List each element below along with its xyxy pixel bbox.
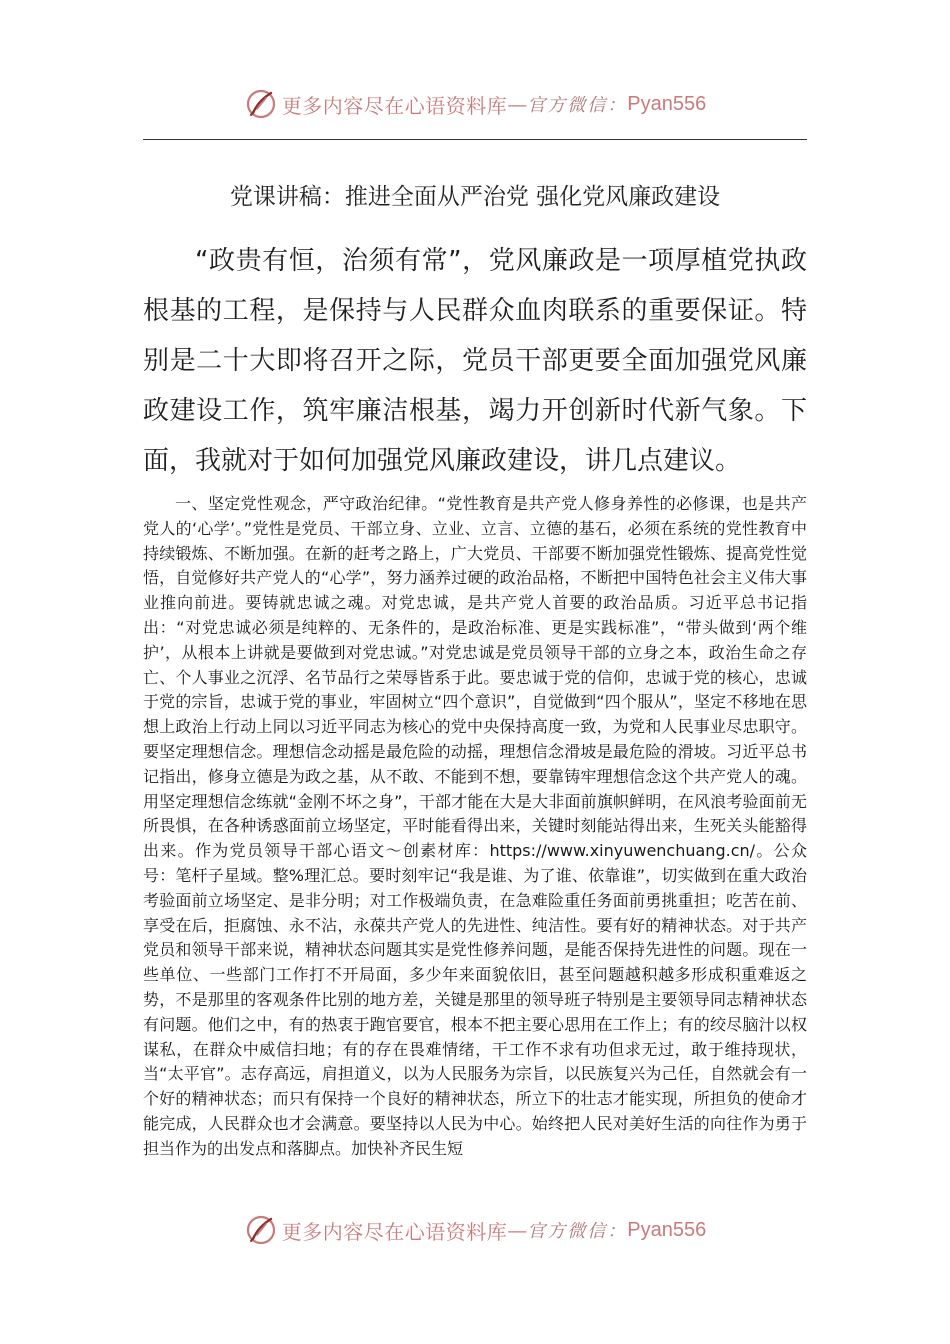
banner-wechat-id: Pyan556 [627,92,707,115]
banner-wechat-label: 官方微信： [527,1221,628,1242]
footer-banner [0,1210,950,1250]
header-banner [0,84,950,124]
body-paragraph: 一、坚定党性观念，严守政治纪律。“党性教育是共产党人修身养性的必修课，也是共产党人的‘心学’。”党性是党员、干部立身、立业、立言、立德的基石，必须在系统的党性教育中持续锻炼、不断加强。在新的赶考之路上，广大党员、干部要不断加强党性锻炼、提高党性觉悟，自觉修好共产党人的“心学”，努力涵养过硬的政治品格，不断把中国特色社会主义伟大事业推向前进。要铸就忠诚之魂。对党忠诚，是共产党人首要的政治品质。习近平总书记指出：“对党忠诚必须是纯粹的、无条件的，是政治标准、更是实践标准”，“带头做到‘两个维护’，从根本上讲就是要做到对党忠诚。”对党忠诚是党员领导干部的立身之本，政治生命之存亡、个人事业之沉浮、名节品行之荣辱皆系于此。要忠诚于党的信仰，忠诚于党的核心，忠诚于党的宗旨，忠诚于党的事业，牢固树立“四个意识”，自觉做到“四个服从”，坚定不移地在思想上政治上行动上同以习近平同志为核心的党中央保持高度一致，为党和人民事业尽忠职守。要坚定理想信念。理想信念动摇是最危险的动摇，理想信念滑坡是最危险的滑坡。习近平总书记指出，修身立德是为政之基，从不敢、不能到不想，要靠铸牢理想信念这个共产党人的魂。用坚定理想信念练就“金刚不坏之身”，干部才能在大是大非面前旗帜鲜明，在风浪考验面前无所畏惧，在各种诱惑面前立场坚定，平时能看得出来，关键时刻能站得出来，生死关头能豁得出来。作为党员领导干部心语文～创素材库：https://www.xinyuwenchuang.cn/。公众号：笔杆子星域。整%理汇总。要时刻牢记“我是谁、为了谁、依靠谁”，切实做到在重大政治考验面前立场坚定、是非分明；对工作极端负责，在急难险重任务面前勇挑重担；吃苦在前、享受在后，拒腐蚀、永不沾，永葆共产党人的先进性、纯洁性。要有好的精神状态。对于共产党员和领导干部来说，精神状态问题其实是党性修养问题，是能否保持先进性的问题。现在一些单位、一些部门工作打不开局面，多少年来面貌依旧，甚至问题越积越多形成积重难返之势，不是那里的客观条件比别的地方差，关键是那里的领导班子特别是主要领导同志精神状态有问题。他们之中，有的热衷于跑官要官，根本不把主要心思用在工作上；有的绞尽脑汁以权谋私，在群众中威信扫地；有的存在畏难情绪，干工作不求有功但求无过，敢于维持现状，当“太平官”。志存高远，肩担道义，以为人民服务为宗旨，以民族复兴为己任，自然就会有一个好的精神状态；而只有保持一个良好的精神状态，所立下的壮志才能实现，所担负的使命才能完成，人民群众也才会满意。要坚持以人民为中心。始终把人民对美好生活的向往作为勇于担当作为的出发点和落脚点。加快补齐民生短 [143,494,807,1158]
pen-logo-icon [244,87,278,121]
banner-wechat-label: 官方微信： [527,95,628,116]
intro-paragraph: “政贵有恒，治须有常”，党风廉政是一项厚植党执政根基的工程，是保持与人民群众血肉联系的重要保证。特别是二十大即将召开之际，党员干部更要全面加强党风廉政建设工作，筑牢廉洁根基，竭力开创新时代新气象。下面，我就对于如何加强党风廉政建设，讲几点建议。 [143,246,807,476]
banner-dash: — [507,1218,528,1242]
banner-dash: — [507,92,528,116]
header-divider [143,139,807,140]
banner-wechat-id: Pyan556 [627,1218,707,1241]
document-title: 党课讲稿：推进全面从严治党 强化党风廉政建设 [229,184,721,210]
pen-logo-icon [244,1213,278,1247]
banner-main-text: 更多内容尽在心语资料库 [281,93,508,118]
banner-main-text: 更多内容尽在心语资料库 [281,1219,508,1244]
